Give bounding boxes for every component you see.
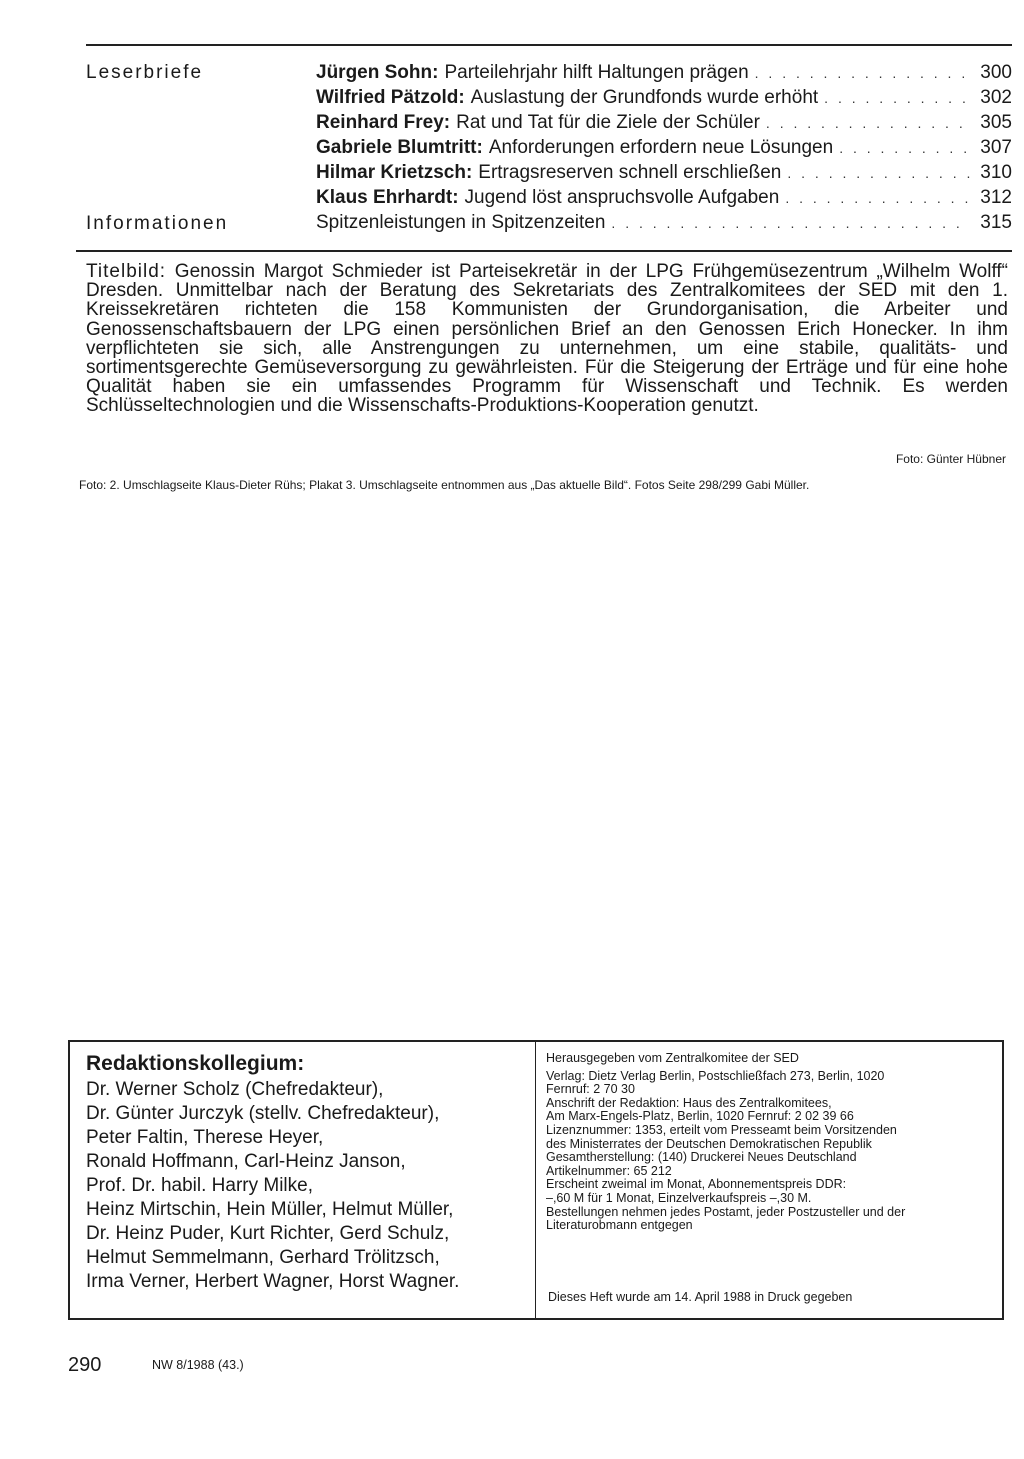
- editorial-line: Dr. Werner Scholz (Chefredakteur),: [86, 1079, 384, 1100]
- section-label-informationen: Informationen: [86, 213, 229, 234]
- toc-title: Auslastung der Grundfonds wurde erhöht: [470, 87, 819, 108]
- editorial-board: [86, 1052, 526, 1294]
- print-note: Dieses Heft wurde am 14. April 1988 in Druck gegeben: [548, 1290, 853, 1304]
- publisher-line: –,60 M für 1 Monat, Einzelverkaufspreis –,30 M.: [546, 1190, 812, 1205]
- publisher-line: Erscheint zweimal im Monat, Abonnementspreis DDR:: [546, 1177, 847, 1192]
- toc-author: Jürgen Sohn:: [316, 62, 439, 83]
- toc-entry[interactable]: [316, 137, 1012, 162]
- toc-entry[interactable]: [316, 162, 1012, 187]
- photo-credits-line: Foto: 2. Umschlagseite Klaus-Dieter Rühs; Plakat 3. Umschlagseite entnommen aus „Das aktuelle Bild“. Fotos Seite 298/299 Gabi Müller.: [79, 478, 810, 492]
- toc-page: 300: [980, 62, 1012, 83]
- editorial-title: Redaktionskollegium:: [86, 1052, 305, 1075]
- toc-leader: [611, 215, 970, 231]
- toc-leader: [785, 190, 970, 206]
- toc-author: Reinhard Frey:: [316, 112, 451, 133]
- editorial-line: Dr. Günter Jurczyk (stellv. Chefredakteur),: [86, 1103, 440, 1124]
- editorial-line: Ronald Hoffmann, Carl-Heinz Janson,: [86, 1151, 406, 1172]
- toc-leader: [755, 65, 970, 81]
- publisher-line: Gesamtherstellung: (140) Druckerei Neues Deutschland: [546, 1150, 857, 1165]
- toc-leader: [824, 90, 970, 106]
- toc-page: 310: [980, 162, 1012, 183]
- section-label-leserbriefe: Leserbriefe: [86, 62, 204, 83]
- toc-page: 305: [980, 112, 1012, 133]
- toc-leader: [766, 115, 970, 131]
- editorial-line: Prof. Dr. habil. Harry Milke,: [86, 1175, 313, 1196]
- publisher-line: Anschrift der Redaktion: Haus des Zentralkomitees,: [546, 1095, 832, 1110]
- imprint-divider: [535, 1042, 536, 1318]
- publisher-line: des Ministerrates der Deutschen Demokratischen Republik: [546, 1136, 872, 1151]
- publisher-line: Lizenznummer: 1353, erteilt vom Presseamt beim Vorsitzenden: [546, 1122, 897, 1137]
- toc-title: Anforderungen erfordern neue Lösungen: [488, 137, 834, 158]
- toc-entry[interactable]: [316, 187, 1012, 212]
- photo-credit: Foto: Günter Hübner: [895, 452, 1006, 466]
- publisher-line: Fernruf: 2 70 30: [546, 1082, 635, 1097]
- toc-author: Hilmar Krietzsch:: [316, 162, 473, 183]
- publisher-line: Verlag: Dietz Verlag Berlin, Postschließfach 273, Berlin, 1020: [546, 1068, 885, 1083]
- toc-leader: [787, 165, 970, 181]
- toc-title: Spitzenleistungen in Spitzenzeiten: [316, 212, 606, 233]
- toc-author: Klaus Ehrhardt:: [316, 187, 459, 208]
- toc-page: 307: [980, 137, 1012, 158]
- publisher-info: [546, 1052, 992, 1233]
- toc-entry[interactable]: [316, 212, 1012, 237]
- publisher-line: Bestellungen nehmen jedes Postamt, jeder Postzusteller und der: [546, 1204, 906, 1219]
- toc-title: Parteilehrjahr hilft Haltungen prägen: [444, 62, 749, 83]
- issue-label: NW 8/1988 (43.): [152, 1358, 244, 1372]
- toc-author: Wilfried Pätzold:: [316, 87, 465, 108]
- top-rule: [86, 44, 1012, 46]
- publisher-line: Am Marx-Engels-Platz, Berlin, 1020 Fernruf: 2 02 39 66: [546, 1109, 854, 1124]
- toc-entry[interactable]: [316, 112, 1012, 137]
- table-of-contents: [316, 62, 1012, 237]
- toc-title: Ertragsreserven schnell erschließen: [478, 162, 782, 183]
- cover-caption: [86, 262, 1008, 416]
- toc-title: Rat und Tat für die Ziele der Schüler: [456, 112, 760, 133]
- page-number: 290: [68, 1354, 102, 1376]
- caption-lead: Titelbild:: [86, 261, 167, 282]
- toc-entry[interactable]: [316, 87, 1012, 112]
- toc-page: 312: [980, 187, 1012, 208]
- toc-title: Jugend löst anspruchsvolle Aufgaben: [464, 187, 780, 208]
- section-divider: [76, 250, 1012, 252]
- publisher-line: Herausgegeben vom Zentralkomitee der SED: [546, 1051, 799, 1065]
- toc-page: 315: [980, 212, 1012, 233]
- editorial-line: Dr. Heinz Puder, Kurt Richter, Gerd Schulz,: [86, 1223, 450, 1244]
- toc-author: Gabriele Blumtritt:: [316, 137, 483, 158]
- publisher-line: Literaturobmann entgegen: [546, 1218, 693, 1233]
- editorial-line: Heinz Mirtschin, Hein Müller, Helmut Müller,: [86, 1199, 454, 1220]
- toc-page: 302: [980, 87, 1012, 108]
- publisher-line: Artikelnummer: 65 212: [546, 1163, 672, 1178]
- caption-text: Genossin Margot Schmieder ist Parteisekretär in der LPG Frühgemüsezentrum „Wilhelm Wolff“ Dresden. Unmittelbar nach der Beratung des Sekretariats des Zentralkomitees der SED mit den 1. Kreissekretären richteten die 158 Kommunisten der Grundorganisation, die Arbeiter und Genossenschaftsbauern der LPG einen persönlichen Brief an den Genossen Erich Honecker. In ihm verpflichteten sie sich, alle Anstrengungen zu unternehmen, um eine stabile, qualitäts- und sortimentsgerechte Gemüseversorgung zu gewährleisten. Für die Steigerung der Erträge und für eine hohe Qualität haben sie ein umfassendes Programm für Wissenschaft und Technik. Es werden Schlüsseltechnologien und die Wissenschafts-Produktions-Kooperation genutzt.: [86, 261, 1009, 417]
- editorial-line: Peter Faltin, Therese Heyer,: [86, 1127, 324, 1148]
- editorial-line: Irma Verner, Herbert Wagner, Horst Wagner.: [86, 1271, 460, 1292]
- editorial-line: Helmut Semmelmann, Gerhard Trölitzsch,: [86, 1247, 440, 1268]
- toc-entry[interactable]: [316, 62, 1012, 87]
- toc-leader: [839, 140, 970, 156]
